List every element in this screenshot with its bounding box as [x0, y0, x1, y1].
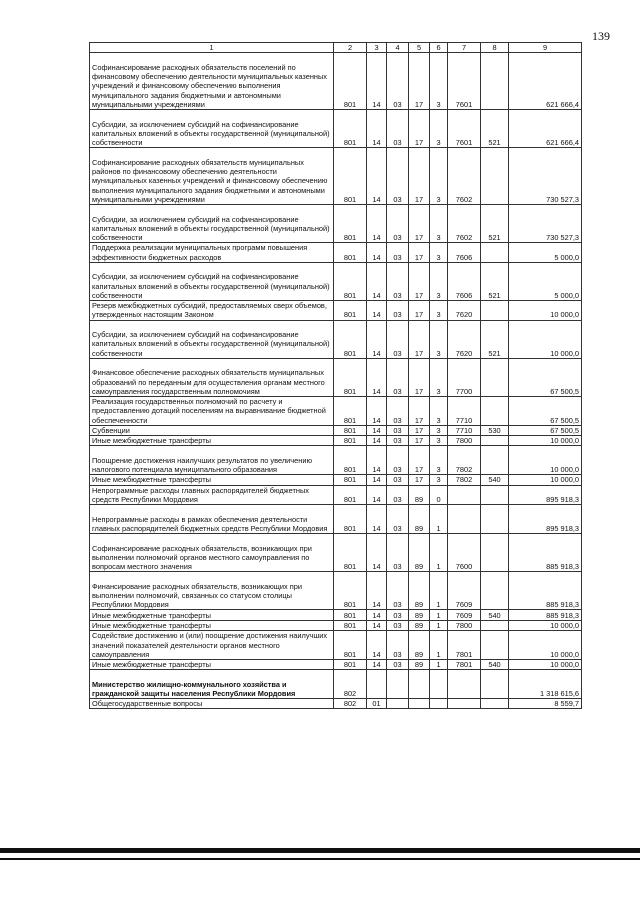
cell-c2: 801: [334, 396, 367, 425]
cell-c3: 14: [367, 446, 387, 475]
cell-c4: 03: [387, 572, 409, 610]
table-row: [90, 610, 582, 620]
cell-c8: 540: [481, 475, 509, 485]
row-name: Иные межбюджетные трансферты: [90, 436, 334, 446]
amount-cell: 885 918,3: [509, 572, 582, 610]
cell-c4: 03: [387, 358, 409, 396]
cell-c5: 17: [409, 110, 430, 148]
cell-c3: 14: [367, 475, 387, 485]
table-row: [90, 436, 582, 446]
cell-c7: 7620: [448, 300, 481, 320]
cell-c3: 14: [367, 659, 387, 669]
table-row: [90, 53, 582, 110]
cell-c2: 802: [334, 670, 367, 699]
cell-c7: 7801: [448, 659, 481, 669]
cell-c6: 3: [430, 436, 448, 446]
cell-c6: 3: [430, 262, 448, 300]
table-row: [90, 659, 582, 669]
row-name: Резерв межбюджетных субсидий, предоставляемых сверх объемов, утвержденных настоящим Законом: [90, 300, 334, 320]
amount-cell: 5 000,0: [509, 243, 582, 263]
cell-c7: [448, 670, 481, 699]
cell-c4: 03: [387, 204, 409, 242]
amount-cell: 10 000,0: [509, 659, 582, 669]
row-name: Министерство жилищно-коммунального хозяйства и гражданской защиты населения Республики Мордовия: [90, 670, 334, 699]
cell-c3: 14: [367, 204, 387, 242]
row-name: Иные межбюджетные трансферты: [90, 610, 334, 620]
table-row: [90, 534, 582, 572]
table-row: [90, 425, 582, 435]
cell-c8: 521: [481, 320, 509, 358]
column-header-6: 6: [430, 43, 448, 53]
cell-c5: 89: [409, 534, 430, 572]
cell-c7: 7609: [448, 572, 481, 610]
row-name: Иные межбюджетные трансферты: [90, 475, 334, 485]
table-row: [90, 396, 582, 425]
cell-c8: [481, 300, 509, 320]
cell-c7: 7710: [448, 396, 481, 425]
cell-c6: 3: [430, 425, 448, 435]
cell-c5: 89: [409, 631, 430, 660]
cell-c3: 14: [367, 110, 387, 148]
table-row: [90, 262, 582, 300]
cell-c5: 89: [409, 485, 430, 505]
amount-cell: 895 918,3: [509, 505, 582, 534]
cell-c8: 521: [481, 204, 509, 242]
row-name: Содействие достижению и (или) поощрение достижения наилучших значений показателей деятельности органов местного самоуправления: [90, 631, 334, 660]
cell-c3: 01: [367, 699, 387, 709]
cell-c2: 801: [334, 534, 367, 572]
cell-c2: 801: [334, 475, 367, 485]
row-name: Софинансирование расходных обязательств, возникающих при выполнении полномочий органов местного самоуправления по вопросам местного значения: [90, 534, 334, 572]
amount-cell: 10 000,0: [509, 620, 582, 630]
cell-c3: 14: [367, 505, 387, 534]
amount-cell: 67 500,5: [509, 396, 582, 425]
cell-c3: 14: [367, 262, 387, 300]
cell-c4: 03: [387, 620, 409, 630]
cell-c7: 7600: [448, 534, 481, 572]
amount-cell: 10 000,0: [509, 631, 582, 660]
cell-c6: 3: [430, 110, 448, 148]
bottom-border-thin: [0, 858, 640, 860]
cell-c7: 7609: [448, 610, 481, 620]
cell-c8: 540: [481, 610, 509, 620]
cell-c5: 17: [409, 320, 430, 358]
cell-c8: [481, 505, 509, 534]
amount-cell: 895 918,3: [509, 485, 582, 505]
cell-c7: 7802: [448, 475, 481, 485]
cell-c3: 14: [367, 436, 387, 446]
cell-c6: 1: [430, 572, 448, 610]
cell-c8: [481, 53, 509, 110]
cell-c2: 801: [334, 110, 367, 148]
cell-c6: 1: [430, 610, 448, 620]
table-row: [90, 300, 582, 320]
cell-c2: 801: [334, 446, 367, 475]
cell-c2: 801: [334, 300, 367, 320]
cell-c4: 03: [387, 262, 409, 300]
column-header-2: 2: [334, 43, 367, 53]
cell-c3: 14: [367, 631, 387, 660]
cell-c2: 801: [334, 53, 367, 110]
row-name: Субсидии, за исключением субсидий на софинансирование капитальных вложений в объекты государственной (муниципальной) собственности: [90, 262, 334, 300]
cell-c6: [430, 699, 448, 709]
cell-c6: 1: [430, 505, 448, 534]
cell-c3: 14: [367, 358, 387, 396]
cell-c6: 1: [430, 534, 448, 572]
cell-c4: 03: [387, 148, 409, 205]
budget-table: [89, 42, 582, 709]
cell-c5: 17: [409, 396, 430, 425]
cell-c3: 14: [367, 320, 387, 358]
cell-c6: 0: [430, 485, 448, 505]
cell-c2: 801: [334, 436, 367, 446]
cell-c5: 17: [409, 53, 430, 110]
cell-c8: 540: [481, 659, 509, 669]
column-header-4: 4: [387, 43, 409, 53]
cell-c3: [367, 670, 387, 699]
cell-c4: 03: [387, 396, 409, 425]
column-header-9: 9: [509, 43, 582, 53]
row-name: Непрограммные расходы главных распорядителей бюджетных средств Республики Мордовия: [90, 485, 334, 505]
row-name: Финансирование расходных обязательств, возникающих при выполнении полномочий, связанных со статусом столицы Республики Мордовия: [90, 572, 334, 610]
table-body: [90, 53, 582, 709]
cell-c8: 521: [481, 262, 509, 300]
cell-c8: [481, 485, 509, 505]
column-header-3: 3: [367, 43, 387, 53]
cell-c4: 03: [387, 436, 409, 446]
cell-c5: 89: [409, 572, 430, 610]
cell-c8: [481, 446, 509, 475]
cell-c3: 14: [367, 396, 387, 425]
amount-cell: 10 000,0: [509, 320, 582, 358]
cell-c6: 3: [430, 243, 448, 263]
cell-c7: 7601: [448, 110, 481, 148]
column-header-5: 5: [409, 43, 430, 53]
row-name: Иные межбюджетные трансферты: [90, 659, 334, 669]
cell-c4: 03: [387, 110, 409, 148]
cell-c6: 3: [430, 396, 448, 425]
cell-c8: [481, 631, 509, 660]
cell-c6: 1: [430, 659, 448, 669]
cell-c3: 14: [367, 534, 387, 572]
cell-c2: 802: [334, 699, 367, 709]
cell-c7: 7802: [448, 446, 481, 475]
amount-cell: 730 527,3: [509, 204, 582, 242]
cell-c5: 89: [409, 620, 430, 630]
cell-c4: 03: [387, 446, 409, 475]
amount-cell: 67 500,5: [509, 358, 582, 396]
table-row: [90, 320, 582, 358]
cell-c5: [409, 670, 430, 699]
row-name: Субсидии, за исключением субсидий на софинансирование капитальных вложений в объекты государственной (муниципальной) собственности: [90, 320, 334, 358]
cell-c7: 7800: [448, 620, 481, 630]
cell-c6: 3: [430, 446, 448, 475]
cell-c7: 7801: [448, 631, 481, 660]
cell-c3: 14: [367, 148, 387, 205]
cell-c4: 03: [387, 475, 409, 485]
row-name: Субсидии, за исключением субсидий на софинансирование капитальных вложений в объекты государственной (муниципальной) собственности: [90, 110, 334, 148]
column-header-1: 1: [90, 43, 334, 53]
table-row: [90, 204, 582, 242]
cell-c4: 03: [387, 505, 409, 534]
cell-c5: 17: [409, 358, 430, 396]
cell-c4: 03: [387, 243, 409, 263]
table-row: [90, 505, 582, 534]
cell-c7: 7602: [448, 148, 481, 205]
cell-c4: [387, 670, 409, 699]
cell-c3: 14: [367, 485, 387, 505]
cell-c5: 89: [409, 505, 430, 534]
cell-c2: 801: [334, 262, 367, 300]
cell-c2: 801: [334, 631, 367, 660]
cell-c3: 14: [367, 300, 387, 320]
amount-cell: 885 918,3: [509, 534, 582, 572]
cell-c5: 17: [409, 262, 430, 300]
table-row: [90, 446, 582, 475]
row-name: Софинансирование расходных обязательств поселений по финансовому обеспечению деятельности муниципальных казенных учреждений и финансовому обеспечению выполнения муниципального задания бюджетными и автономными муниципальными учреждениями: [90, 53, 334, 110]
cell-c2: 801: [334, 148, 367, 205]
table-row: [90, 243, 582, 263]
cell-c6: 3: [430, 320, 448, 358]
bottom-border-thick: [0, 848, 640, 853]
amount-cell: 10 000,0: [509, 475, 582, 485]
table-row: [90, 475, 582, 485]
cell-c7: [448, 485, 481, 505]
cell-c5: 17: [409, 425, 430, 435]
cell-c7: 7602: [448, 204, 481, 242]
cell-c5: 17: [409, 436, 430, 446]
table-row: [90, 631, 582, 660]
cell-c2: 801: [334, 659, 367, 669]
cell-c7: 7700: [448, 358, 481, 396]
amount-cell: 5 000,0: [509, 262, 582, 300]
table-row: [90, 358, 582, 396]
cell-c4: 03: [387, 610, 409, 620]
cell-c5: [409, 699, 430, 709]
row-name: Субсидии, за исключением субсидий на софинансирование капитальных вложений в объекты государственной (муниципальной) собственности: [90, 204, 334, 242]
cell-c4: 03: [387, 300, 409, 320]
cell-c3: 14: [367, 620, 387, 630]
cell-c2: 801: [334, 204, 367, 242]
row-name: Финансовое обеспечение расходных обязательств муниципальных образований по переданным для осуществления органам местного самоуправления государственным полномочиям: [90, 358, 334, 396]
cell-c6: [430, 670, 448, 699]
row-name: Поощрение достижения наилучших результатов по увеличению налогового потенциала муниципального образования: [90, 446, 334, 475]
amount-cell: 10 000,0: [509, 300, 582, 320]
amount-cell: 621 666,4: [509, 53, 582, 110]
table-row: [90, 148, 582, 205]
cell-c2: 801: [334, 610, 367, 620]
row-name: Непрограммные расходы в рамках обеспечения деятельности главных распорядителей бюджетных средств Республики Мордовия: [90, 505, 334, 534]
cell-c4: 03: [387, 485, 409, 505]
cell-c2: 801: [334, 358, 367, 396]
cell-c8: [481, 148, 509, 205]
column-header-8: 8: [481, 43, 509, 53]
cell-c8: [481, 396, 509, 425]
cell-c8: [481, 436, 509, 446]
cell-c8: [481, 534, 509, 572]
cell-c8: [481, 670, 509, 699]
cell-c3: 14: [367, 610, 387, 620]
cell-c7: 7606: [448, 262, 481, 300]
table-row: [90, 485, 582, 505]
cell-c6: 3: [430, 475, 448, 485]
cell-c5: 17: [409, 446, 430, 475]
cell-c2: 801: [334, 425, 367, 435]
amount-cell: 621 666,4: [509, 110, 582, 148]
cell-c2: 801: [334, 485, 367, 505]
cell-c6: 1: [430, 631, 448, 660]
cell-c4: 03: [387, 425, 409, 435]
cell-c6: 3: [430, 358, 448, 396]
amount-cell: 1 318 615,6: [509, 670, 582, 699]
cell-c6: 1: [430, 620, 448, 630]
cell-c5: 17: [409, 475, 430, 485]
cell-c5: 17: [409, 148, 430, 205]
row-name: Субвенции: [90, 425, 334, 435]
cell-c3: 14: [367, 53, 387, 110]
cell-c5: 89: [409, 610, 430, 620]
amount-cell: 885 918,3: [509, 610, 582, 620]
cell-c8: [481, 572, 509, 610]
cell-c2: 801: [334, 243, 367, 263]
cell-c8: [481, 358, 509, 396]
table-row: [90, 110, 582, 148]
page-number: 139: [592, 29, 610, 43]
cell-c2: 801: [334, 620, 367, 630]
row-name: Иные межбюджетные трансферты: [90, 620, 334, 630]
cell-c4: 03: [387, 53, 409, 110]
cell-c2: 801: [334, 320, 367, 358]
row-name: Реализация государственных полномочий по расчету и предоставлению дотаций поселениям на выравнивание бюджетной обеспеченности: [90, 396, 334, 425]
cell-c7: 7710: [448, 425, 481, 435]
table-row: [90, 620, 582, 630]
cell-c5: 17: [409, 243, 430, 263]
cell-c7: 7606: [448, 243, 481, 263]
cell-c4: 03: [387, 320, 409, 358]
cell-c6: 3: [430, 148, 448, 205]
cell-c6: 3: [430, 204, 448, 242]
cell-c3: 14: [367, 572, 387, 610]
cell-c7: [448, 699, 481, 709]
cell-c3: 14: [367, 425, 387, 435]
cell-c5: 17: [409, 204, 430, 242]
amount-cell: 10 000,0: [509, 446, 582, 475]
table-row: [90, 572, 582, 610]
cell-c8: [481, 243, 509, 263]
cell-c8: [481, 620, 509, 630]
cell-c2: 801: [334, 505, 367, 534]
cell-c8: 521: [481, 110, 509, 148]
header-row: [90, 43, 582, 53]
row-name: Софинансирование расходных обязательств муниципальных районов по финансовому обеспечению деятельности муниципальных казенных учреждений и финансовому обеспечению выполнения муниципального задания бюджетными и автономными муниципальными учреждениями: [90, 148, 334, 205]
cell-c2: 801: [334, 572, 367, 610]
cell-c8: [481, 699, 509, 709]
amount-cell: 67 500,5: [509, 425, 582, 435]
cell-c4: 03: [387, 631, 409, 660]
row-name: Общегосударственные вопросы: [90, 699, 334, 709]
cell-c5: 17: [409, 300, 430, 320]
cell-c7: 7601: [448, 53, 481, 110]
amount-cell: 10 000,0: [509, 436, 582, 446]
cell-c6: 3: [430, 53, 448, 110]
cell-c5: 89: [409, 659, 430, 669]
cell-c4: [387, 699, 409, 709]
cell-c7: 7620: [448, 320, 481, 358]
cell-c8: 530: [481, 425, 509, 435]
cell-c7: [448, 505, 481, 534]
table-row: [90, 670, 582, 699]
amount-cell: 730 527,3: [509, 148, 582, 205]
row-name: Поддержка реализации муниципальных программ повышения эффективности бюджетных расходов: [90, 243, 334, 263]
cell-c4: 03: [387, 534, 409, 572]
table-row: [90, 699, 582, 709]
column-header-7: 7: [448, 43, 481, 53]
cell-c4: 03: [387, 659, 409, 669]
amount-cell: 8 559,7: [509, 699, 582, 709]
cell-c6: 3: [430, 300, 448, 320]
cell-c3: 14: [367, 243, 387, 263]
cell-c7: 7800: [448, 436, 481, 446]
